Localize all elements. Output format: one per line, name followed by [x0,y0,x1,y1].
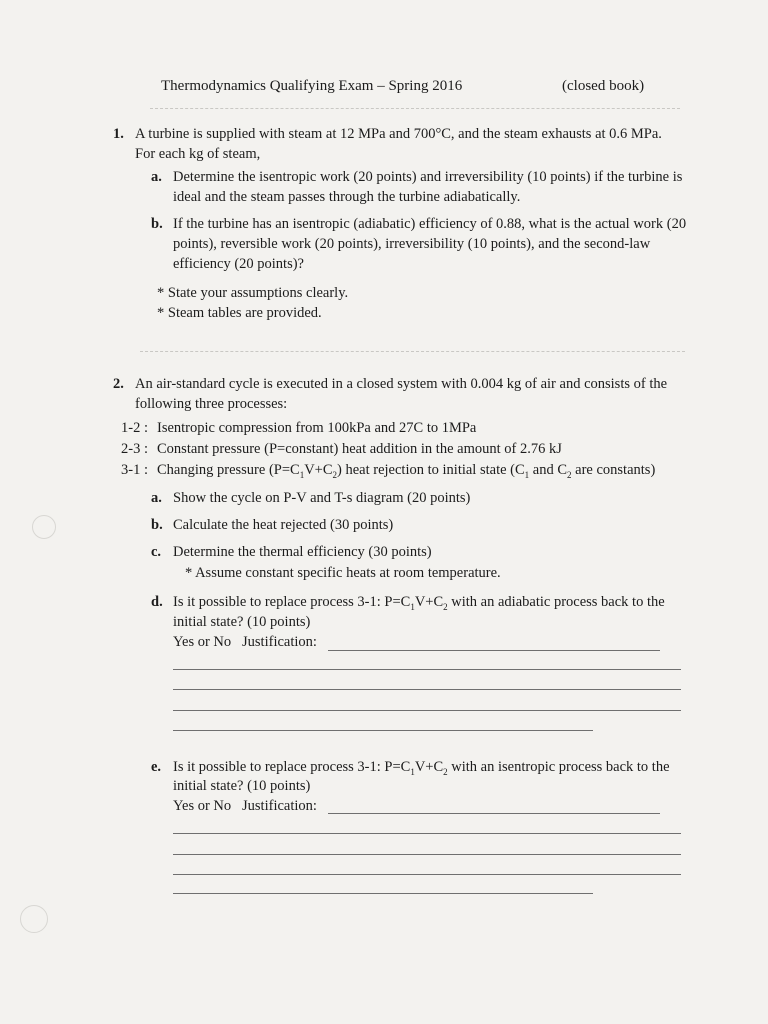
q2e-line2: initial state? (10 points) [173,778,311,794]
q2e-answer-prompt: Yes or No Justification: [173,798,317,814]
q2d-answer-line [328,650,660,651]
q2e-answer-line [173,893,593,894]
q1b-line1: If the turbine has an isentropic (adiabatic) efficiency of 0.88, what is the actual work (20 [173,216,687,232]
q2d-answer-line [173,689,681,690]
q2b-label: b. [151,517,163,533]
q1b-label: b. [151,216,163,232]
scan-mark [32,515,56,539]
section-divider [140,351,685,352]
q2c-note: * Assume constant specific heats at room temperature. [185,565,501,581]
process-2-3-label: 2-3 : [121,441,148,457]
q2e-answer-line [173,874,681,875]
process-3-1-text: Changing pressure $(P=C_1V+C_2)$ heat rejection to initial state ($C_1$ and $C_2$ are constants) [157,462,656,480]
q1b-line2: points), reversible work (20 points), irreversibility (10 points), and the second-law [173,236,651,252]
process-1-2-label: 1-2 : [121,420,148,436]
q2d-answer-line [173,710,681,711]
q1-number: 1. [113,126,124,142]
scan-mark [20,905,48,933]
q1-line1: A turbine is supplied with steam at 12 MPa and 700°C, and the steam exhausts at 0.6 MPa. [135,126,662,142]
q1-note-tables: * Steam tables are provided. [157,305,322,321]
q2-line2: following three processes: [135,396,288,412]
q1a-label: a. [151,169,162,185]
q2e-line1: Is it possible to replace process 3-1: $P=C_1V+C_2$ with an isentropic process back to the [173,759,670,777]
q2d-answer-prompt: Yes or No Justification: [173,634,317,650]
process-2-3-text: Constant pressure (P=constant) heat addition in the amount of 2.76 kJ [157,441,562,457]
q2e-answer-line [173,833,681,834]
header-divider [150,108,680,109]
q2c-text: Determine the thermal efficiency (30 points) [173,544,432,560]
q1a-line1: Determine the isentropic work (20 points) and irreversibility (10 points) if the turbine is [173,169,683,185]
q2d-answer-line [173,669,681,670]
q1-line2: For each kg of steam, [135,146,261,162]
exam-title: Thermodynamics Qualifying Exam – Spring 2016 [161,78,463,94]
q2a-label: a. [151,490,162,506]
q2b-text: Calculate the heat rejected (30 points) [173,517,394,533]
q2a-text: Show the cycle on P-V and T-s diagram (20 points) [173,490,471,506]
process-3-1-label: 3-1 : [121,462,148,478]
q1-note-assumptions: * State your assumptions clearly. [157,285,349,301]
q2c-label: c. [151,544,162,560]
q1b-line3: efficiency (20 points)? [173,256,304,272]
q2e-answer-line [173,854,681,855]
q2-number: 2. [113,376,124,392]
q2d-line2: initial state? (10 points) [173,614,311,630]
q2d-line1: Is it possible to replace process 3-1: $P=C_1V+C_2$ with an adiabatic process back to the [173,594,665,612]
q2d-answer-line [173,730,593,731]
q2e-label: e. [151,759,162,775]
process-1-2-text: Isentropic compression from 100kPa and 27C to 1MPa [157,420,477,436]
q2-line1: An air-standard cycle is executed in a closed system with 0.004 kg of air and consists of the [135,376,668,392]
closed-book-note: (closed book) [562,78,645,94]
q2e-answer-line [328,813,660,814]
q1a-line2: ideal and the steam passes through the turbine adiabatically. [173,189,521,205]
q2d-label: d. [151,594,163,610]
